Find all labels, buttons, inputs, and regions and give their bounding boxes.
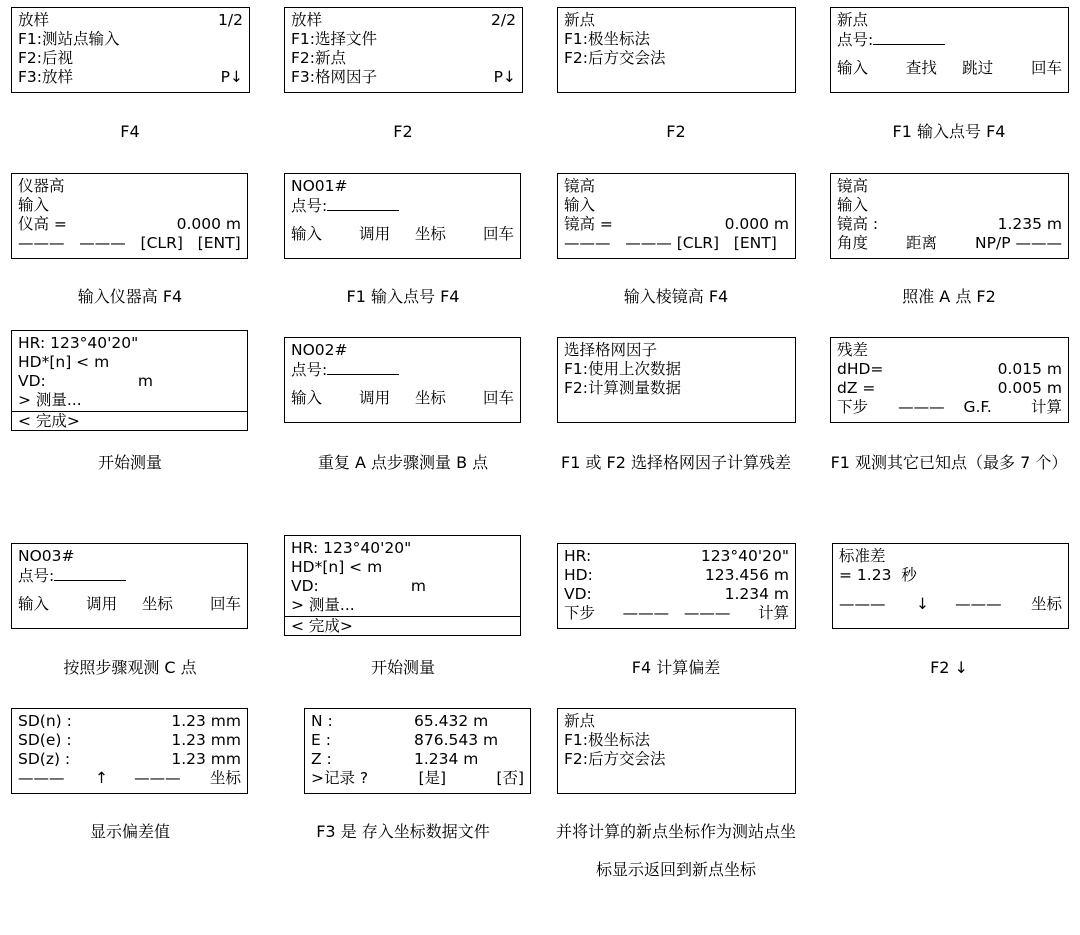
softkey-row: ——— ↓ ——— 坐标 bbox=[839, 595, 1062, 613]
screen-record-coords: N : 65.432 m E : 876.543 m Z : 1.234 m >记录 ? [是] [否] bbox=[304, 708, 531, 794]
screen-no02: NO02# 点号: 输入 调用 坐标 回车 bbox=[284, 337, 521, 423]
screen-residual: 残差 dHD= 0.015 m dZ = 0.005 m 下步 ——— G.F. 计算 bbox=[830, 337, 1069, 423]
menu-item-f2: F2:后方交会法 bbox=[564, 750, 666, 768]
step-caption: 重复 A 点步骤测量 B 点 bbox=[317, 453, 489, 472]
screen-std-deviation: 标准差 = 1.23 秒 ——— ↓ ——— 坐标 bbox=[832, 543, 1069, 629]
screen-stakeout-1 bbox=[11, 7, 250, 93]
step-caption: F3 是 存入坐标数据文件 bbox=[316, 822, 490, 841]
finish-label: < 完成> bbox=[291, 617, 353, 635]
point-number-field bbox=[873, 30, 945, 45]
screen-new-point-return: 新点 F1:极坐标法 F2:后方交会法 bbox=[557, 708, 796, 794]
menu-item-f2: F2:计算测量数据 bbox=[564, 379, 681, 397]
step-caption: 输入棱镜高 F4 bbox=[623, 287, 729, 306]
menu-item-f2: F2:后视 bbox=[18, 49, 73, 67]
softkey-row: ——— ——— [CLR] [ENT] bbox=[564, 234, 777, 252]
screen-new-point: 新点 F1:极坐标法 F2:后方交会法 bbox=[557, 7, 796, 93]
step-caption: F4 bbox=[120, 122, 140, 141]
point-number-field bbox=[327, 360, 399, 375]
screen-new-point-input: 新点 点号: 输入 查找 跳过 回车 bbox=[830, 7, 1069, 93]
screen-compute-deviation: HR: 123°40'20" HD: 123.456 m VD: 1.234 m 下步 ——— ——— 计算 bbox=[557, 543, 796, 629]
softkey-row: ——— ——— [CLR] [ENT] bbox=[18, 234, 241, 252]
menu-item-f1: F1:选择文件 bbox=[291, 30, 377, 48]
point-number-field bbox=[54, 566, 126, 581]
menu-item-f2: F2:新点 bbox=[291, 49, 346, 67]
step-caption: 按照步骤观测 C 点 bbox=[63, 658, 197, 677]
step-caption: 显示偏差值 bbox=[89, 822, 170, 841]
menu-item-f3: F3:放样 P↓ bbox=[18, 68, 243, 86]
step-caption: F2 bbox=[393, 122, 413, 141]
step-caption: F1 观测其它已知点（最多 7 个） bbox=[830, 453, 1068, 472]
step-caption: 并将计算的新点坐标作为测站点坐标显示返回到新点坐标 bbox=[555, 822, 796, 879]
softkey-row: 下步 ——— ——— 计算 bbox=[564, 604, 789, 622]
screen-grid-factor: 选择格网因子 F1:使用上次数据 F2:计算测量数据 bbox=[557, 337, 796, 423]
screen-row: 放样 1/2 bbox=[18, 11, 243, 29]
softkey-row: 输入 调用 坐标 回车 bbox=[291, 389, 514, 407]
screen-measure-a: HR: 123°40'20" HD*[n] < m VD: m > 测量... < 完成> bbox=[11, 330, 248, 431]
softkey-row: 输入 查找 跳过 回车 bbox=[837, 59, 1062, 77]
step-caption: 开始测量 bbox=[370, 658, 435, 677]
step-caption: F2 bbox=[666, 122, 686, 141]
menu-item-f1: F1:测站点输入 bbox=[18, 30, 120, 48]
menu-item-f1: F1:使用上次数据 bbox=[564, 360, 681, 378]
screen-no01: NO01# 点号: 输入 调用 坐标 回车 bbox=[284, 173, 521, 259]
point-number-field bbox=[327, 196, 399, 211]
screen-no03: NO03# 点号: 输入 调用 坐标 回车 bbox=[11, 543, 248, 629]
softkey-row: 输入 调用 坐标 回车 bbox=[291, 225, 514, 243]
screen-deviation-values: SD(n) : 1.23 mm SD(e) : 1.23 mm SD(z) : 1.23 mm ——— ↑ ——— 坐标 bbox=[11, 708, 248, 794]
step-caption: 开始测量 bbox=[97, 453, 162, 472]
menu-item-f1: F1:极坐标法 bbox=[564, 731, 650, 749]
screen-prism-height: 镜高 输入 镜高 = 0.000 m ——— ——— [CLR] [ENT] bbox=[557, 173, 796, 259]
screen-prism-height-set: 镜高 输入 镜高 : 1.235 m 角度 距离 NP/P ——— bbox=[830, 173, 1069, 259]
step-caption: 照准 A 点 F2 bbox=[902, 287, 996, 306]
screen-stakeout-2: 放样 2/2 F1:选择文件 F2:新点 F3:格网因子 P↓ bbox=[284, 7, 523, 93]
softkey-row: 下步 ——— G.F. 计算 bbox=[837, 398, 1062, 416]
finish-label: < 完成> bbox=[18, 412, 80, 430]
step-caption: F2 ↓ bbox=[930, 658, 968, 677]
softkey-row: ——— ↑ ——— 坐标 bbox=[18, 769, 241, 787]
step-caption: F1 输入点号 F4 bbox=[346, 287, 460, 306]
step-caption: F1 或 F2 选择格网因子计算残差 bbox=[560, 453, 792, 472]
softkey-row: 角度 距离 NP/P ——— bbox=[837, 234, 1062, 252]
menu-item-f3: F3:格网因子 P↓ bbox=[291, 68, 516, 86]
step-caption: F1 输入点号 F4 bbox=[892, 122, 1006, 141]
step-caption: F4 计算偏差 bbox=[631, 658, 721, 677]
screen-measure-c: HR: 123°40'20" HD*[n] < m VD: m > 测量... < 完成> bbox=[284, 535, 521, 636]
softkey-row: 输入 调用 坐标 回车 bbox=[18, 595, 241, 613]
screen-instrument-height: 仪器高 输入 仪高 = 0.000 m ——— ——— [CLR] [ENT] bbox=[11, 173, 248, 259]
menu-item-f1: F1:极坐标法 bbox=[564, 30, 650, 48]
menu-item-f2: F2:后方交会法 bbox=[564, 49, 666, 67]
step-caption: 输入仪器高 F4 bbox=[77, 287, 183, 306]
softkey-row: >记录 ? [是] [否] bbox=[311, 769, 524, 787]
